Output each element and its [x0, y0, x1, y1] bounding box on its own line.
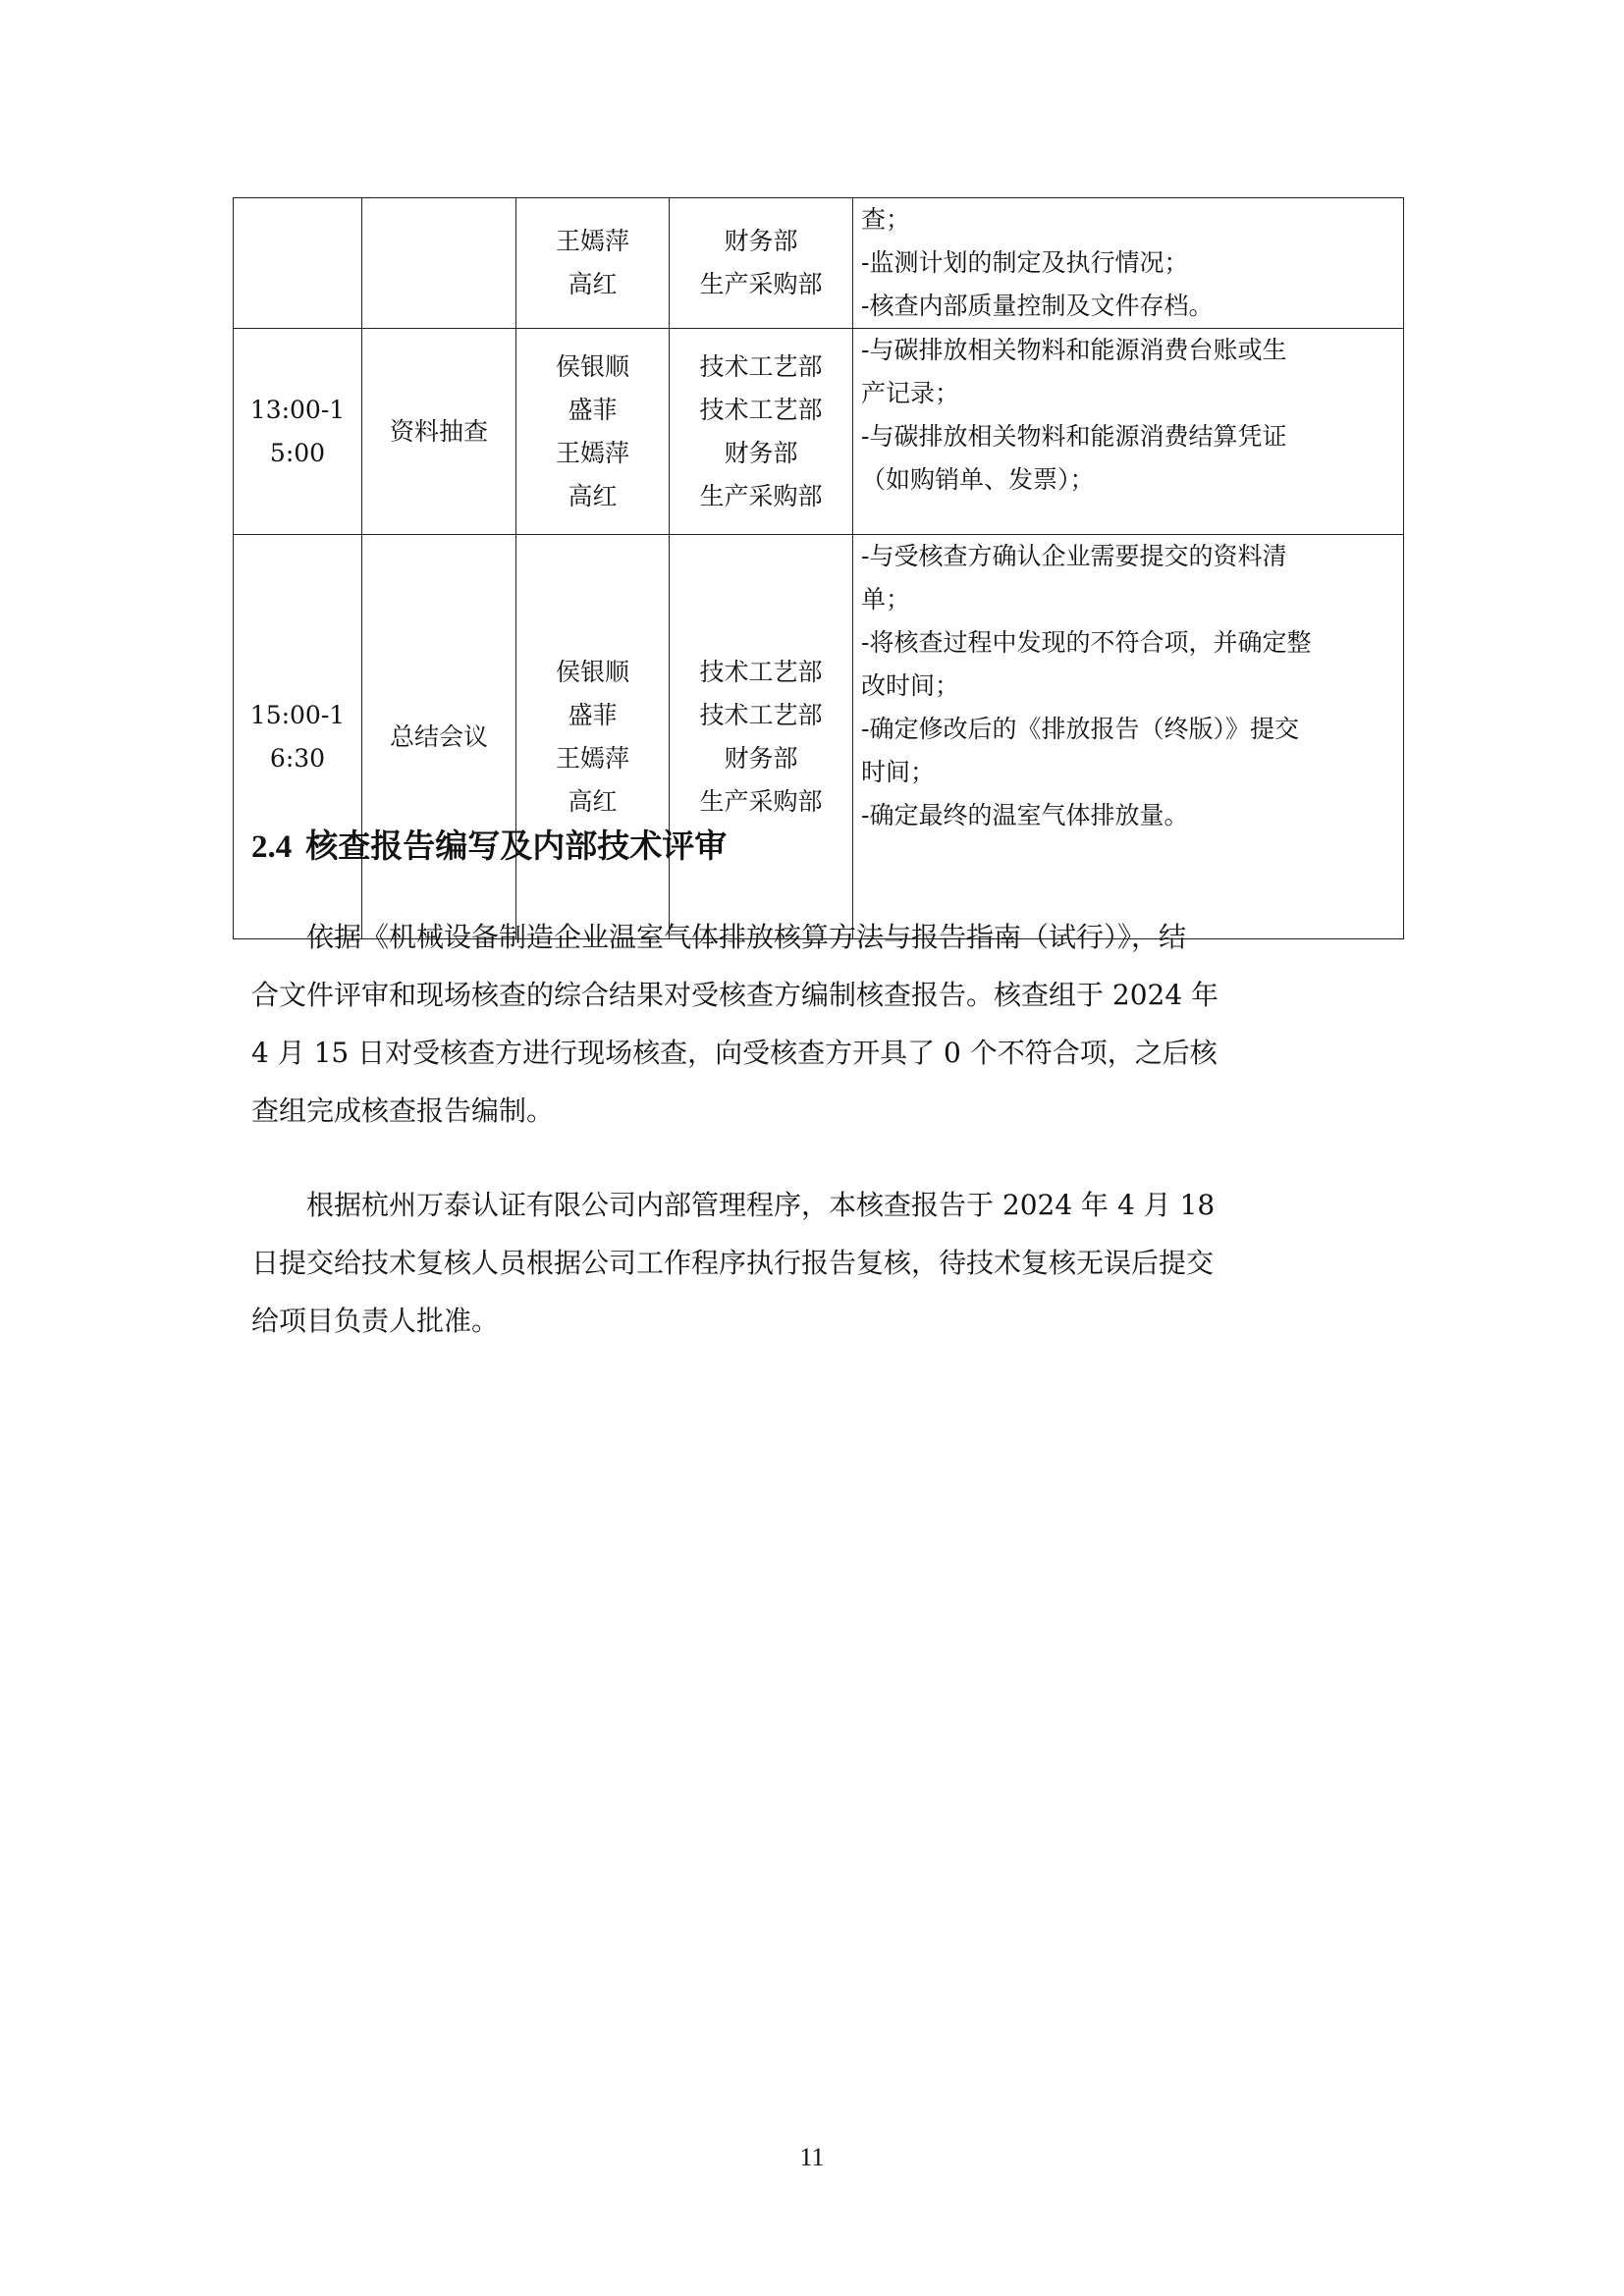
person-name: 王嫣萍	[555, 438, 629, 467]
description-cell	[853, 535, 1404, 939]
section-title: 核查报告编写及内部技术评审	[305, 827, 728, 865]
people-cell	[516, 535, 670, 939]
person-name: 侯银顺	[555, 657, 629, 686]
table-row	[234, 329, 1404, 535]
person-name: 侯银顺	[555, 351, 629, 381]
description-line: -与碳排放相关物料和能源消费台账或生	[861, 336, 1287, 364]
description-line: -确定最终的温室气体排放量。	[861, 801, 1189, 829]
paragraph-line: 日提交给技术复核人员根据公司工作程序执行报告复核，待技术复核无误后提交	[251, 1247, 1215, 1279]
department-name: 财务部	[724, 743, 798, 773]
person-name: 盛菲	[568, 395, 618, 424]
description-line: -与受核查方确认企业需要提交的资料清	[861, 542, 1287, 570]
section-heading	[251, 823, 727, 871]
description-line: 改时间；	[861, 671, 960, 700]
description-line: -将核查过程中发现的不符合项，并确定整	[861, 628, 1312, 657]
paragraph-line: 查组完成核查报告编制。	[251, 1095, 555, 1127]
paragraph-line: 依据《机械设备制造企业温室气体排放核算方法与报告指南（试行）》，结	[251, 921, 1187, 953]
table-row	[234, 535, 1404, 939]
department-name: 生产采购部	[699, 270, 823, 298]
person-name: 王嫣萍	[555, 227, 629, 255]
description-line: -确定修改后的《排放报告（终版）》提交	[861, 715, 1299, 743]
description-line: 产记录；	[861, 379, 960, 407]
department-name: 生产采购部	[699, 786, 823, 816]
description-line: -监测计划的制定及执行情况；	[861, 248, 1189, 277]
activity-label: 总结会议	[389, 721, 488, 751]
paragraph-guideline	[251, 908, 1390, 1140]
time-cell	[234, 329, 362, 535]
time-line: 5:00	[269, 438, 326, 467]
person-name: 高红	[568, 270, 618, 298]
department-cell	[670, 198, 853, 329]
department-cell	[670, 329, 853, 535]
paragraph-line: 根据杭州万泰认证有限公司内部管理程序，本核查报告于 2024 年 4 月 18	[251, 1189, 1216, 1221]
description-line: -与碳排放相关物料和能源消费结算凭证	[861, 422, 1287, 451]
person-name: 王嫣萍	[555, 743, 629, 773]
description-line: 单；	[861, 585, 911, 614]
person-name: 高红	[568, 481, 618, 510]
paragraph-line: 给项目负责人批准。	[251, 1305, 500, 1337]
paragraph-line: 4 月 15 日对受核查方进行现场核查，向受核查方开具了 0 个不符合项，之后核	[251, 1037, 1218, 1069]
paragraph-review	[251, 1176, 1390, 1350]
department-name: 财务部	[724, 438, 798, 467]
description-cell	[853, 198, 1404, 329]
department-name: 技术工艺部	[699, 657, 823, 686]
time-cell	[234, 535, 362, 939]
activity-cell	[362, 329, 516, 535]
time-line: 15:00-1	[249, 700, 346, 729]
description-line: -核查内部质量控制及文件存档。	[861, 292, 1214, 320]
department-cell	[670, 535, 853, 939]
department-name: 财务部	[724, 227, 798, 255]
section-number: 2.4	[251, 829, 293, 865]
time-line: 13:00-1	[249, 395, 346, 424]
department-name: 技术工艺部	[699, 700, 823, 729]
people-cell	[516, 329, 670, 535]
activity-cell	[362, 535, 516, 939]
activity-cell	[362, 198, 516, 329]
department-name: 生产采购部	[699, 481, 823, 510]
description-line: 查；	[861, 205, 911, 234]
time-line: 6:30	[269, 743, 326, 773]
page-number: 11	[799, 2143, 825, 2171]
activity-label: 资料抽查	[389, 416, 488, 446]
paragraph-line: 合文件评审和现场核查的综合结果对受核查方编制核查报告。核查组于 2024 年	[251, 979, 1219, 1011]
description-cell	[853, 329, 1404, 535]
description-line: 时间；	[861, 758, 936, 786]
person-name: 高红	[568, 786, 618, 816]
department-name: 技术工艺部	[699, 395, 823, 424]
table-row	[234, 198, 1404, 329]
people-cell	[516, 198, 670, 329]
department-name: 技术工艺部	[699, 351, 823, 381]
person-name: 盛菲	[568, 700, 618, 729]
description-line: （如购销单、发票）；	[861, 465, 1095, 494]
time-cell	[234, 198, 362, 329]
